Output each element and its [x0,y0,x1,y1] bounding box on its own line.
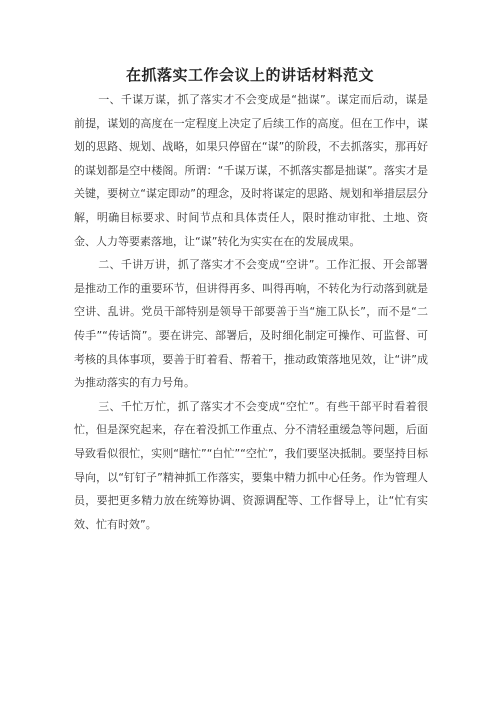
document-title: 在抓落实工作会议上的讲话材料范文 [125,66,374,84]
paragraph-2: 二、千讲万讲，抓了落实才不会变成“空讲”。工作汇报、开会部署是推动工作的重要环节，但讲得再多、叫得再响，不转化为行动落到就是空讲、乱讲。党员干部特别是领导干部要善于当“施工队长”，而不是“二传手”“传话筒”。要在讲完、部署后，及时细化制定可操作、可监督、可考核的具体事项，要善于盯着看、帮着干，推动政策落地见效，让“讲”成为推动落实的有力号角。 [74,258,428,390]
document-body [74,88,428,536]
paragraph-1: 一、千谋万谋，抓了落实才不会变成是“拙谋”。谋定而后动，谋是前提，谋划的高度在一定程度上决定了后续工作的高度。但在工作中，谋划的思路、规划、战略，如果只停留在“谋”的阶段，不去抓落实，那再好的谋划都是空中楼阁。所谓：“千谋万谋，不抓落实都是拙谋”。落实才是关键，要树立“谋定即动”的理念，及时将谋定的思路、规划和举措层层分解，明确目标要求、时间节点和具体责任人，限时推动审批、土地、资金、人力等要素落地，让“谋”转化为实实在在的发展成果。 [74,93,428,248]
paragraph-3: 三、千忙万忙，抓了落实才不会变成“空忙”。有些干部平时看着很忙，但是深究起来，存在着没抓工作重点、分不清轻重缓急等问题，后面导致看似很忙，实则“瞎忙”“白忙”“空忙”，我们要坚决抵制。要坚持目标导向，以“钉钉子”精神抓工作落实，要集中精力抓中心任务。作为管理人员，要把更多精力放在统筹协调、资源调配等、工作督导上，让“忙有实效、忙有时效”。 [74,399,428,531]
